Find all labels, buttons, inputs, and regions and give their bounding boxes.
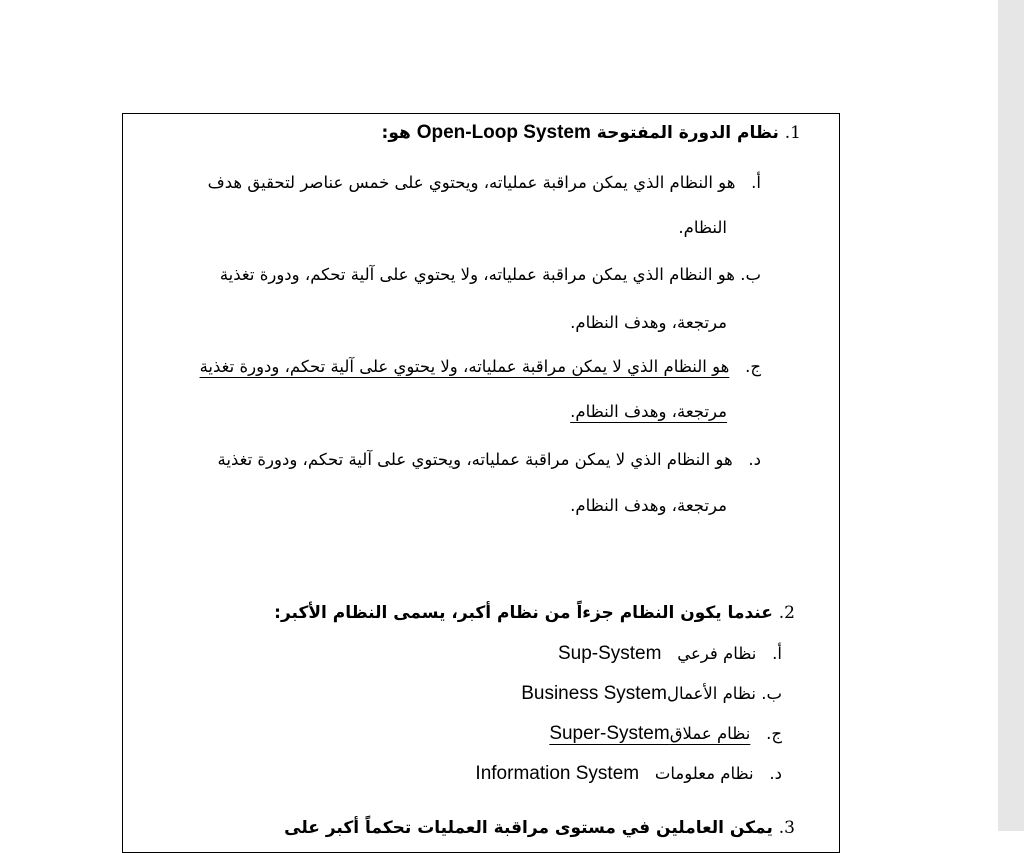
q1-option-c-cont xyxy=(570,402,727,421)
question-1-stem xyxy=(382,122,801,144)
question-stem-ar: نظام الدورة المفتوحة xyxy=(596,123,779,143)
option-text-ar: نظام فرعي xyxy=(677,644,757,663)
option-text-continued: النظام. xyxy=(678,218,727,237)
option-marker: أ. xyxy=(772,644,782,663)
option-text-ar: نظام عملاق xyxy=(669,724,751,743)
q2-option-b xyxy=(521,683,782,705)
option-marker: ج. xyxy=(745,357,761,376)
q2-option-d xyxy=(475,763,782,785)
option-text-continued: مرتجعة، وهدف النظام. xyxy=(570,313,727,332)
option-text-en: Super-System xyxy=(549,723,670,744)
question-stem: يمكن العاملين في مستوى مراقبة العمليات تحكماً أكبر على xyxy=(284,818,773,838)
option-marker: د. xyxy=(769,764,782,783)
q1-option-b xyxy=(220,265,761,284)
q1-option-d xyxy=(218,450,761,469)
option-text-en: Information System xyxy=(475,763,640,784)
option-marker: د. xyxy=(748,450,761,469)
vertical-scrollbar[interactable] xyxy=(998,0,1024,831)
option-text-ar: نظام معلومات xyxy=(654,764,754,783)
question-stem-en: Open-Loop System xyxy=(416,122,591,143)
option-text-en: Sup-System xyxy=(557,643,662,664)
question-number: 3. xyxy=(778,818,795,838)
question-number: 2. xyxy=(778,603,795,623)
option-text-ar: نظام الأعمال xyxy=(666,684,756,703)
q2-option-a xyxy=(558,643,782,665)
q1-option-c xyxy=(200,357,761,376)
question-stem-ar: هو: xyxy=(381,123,411,143)
option-marker: أ. xyxy=(751,173,761,192)
option-text: هو النظام الذي يمكن مراقبة عملياته، ولا يحتوي على آلية تحكم، ودورة تغذية xyxy=(219,265,735,284)
option-text-continued: مرتجعة، وهدف النظام. xyxy=(570,496,727,515)
question-stem: عندما يكون النظام جزءاً من نظام أكبر، يسمى النظام الأكبر: xyxy=(274,603,773,623)
option-marker: ج. xyxy=(766,724,782,743)
q2-option-c xyxy=(549,723,782,745)
q1-option-a xyxy=(208,173,761,192)
option-text-answer: هو النظام الذي لا يمكن مراقبة عملياته، ولا يحتوي على آلية تحكم، ودورة تغذية xyxy=(199,357,730,376)
q1-option-a-cont xyxy=(678,218,727,237)
question-3-stem xyxy=(284,818,795,838)
option-text-answer xyxy=(549,724,750,743)
question-number: 1. xyxy=(784,123,801,143)
q1-option-d-cont xyxy=(570,496,727,515)
option-text: هو النظام الذي يمكن مراقبة عملياته، ويحتوي على خمس عناصر لتحقيق هدف xyxy=(207,173,736,192)
option-text-answer-continued: مرتجعة، وهدف النظام. xyxy=(570,402,727,421)
option-marker: ب. xyxy=(740,265,761,284)
q1-option-b-cont xyxy=(570,313,727,332)
question-2-stem xyxy=(274,603,795,623)
option-marker: ب. xyxy=(761,684,782,703)
option-text-en: Business System xyxy=(521,683,667,704)
option-text: هو النظام الذي لا يمكن مراقبة عملياته، ويحتوي على آلية تحكم، ودورة تغذية xyxy=(217,450,733,469)
